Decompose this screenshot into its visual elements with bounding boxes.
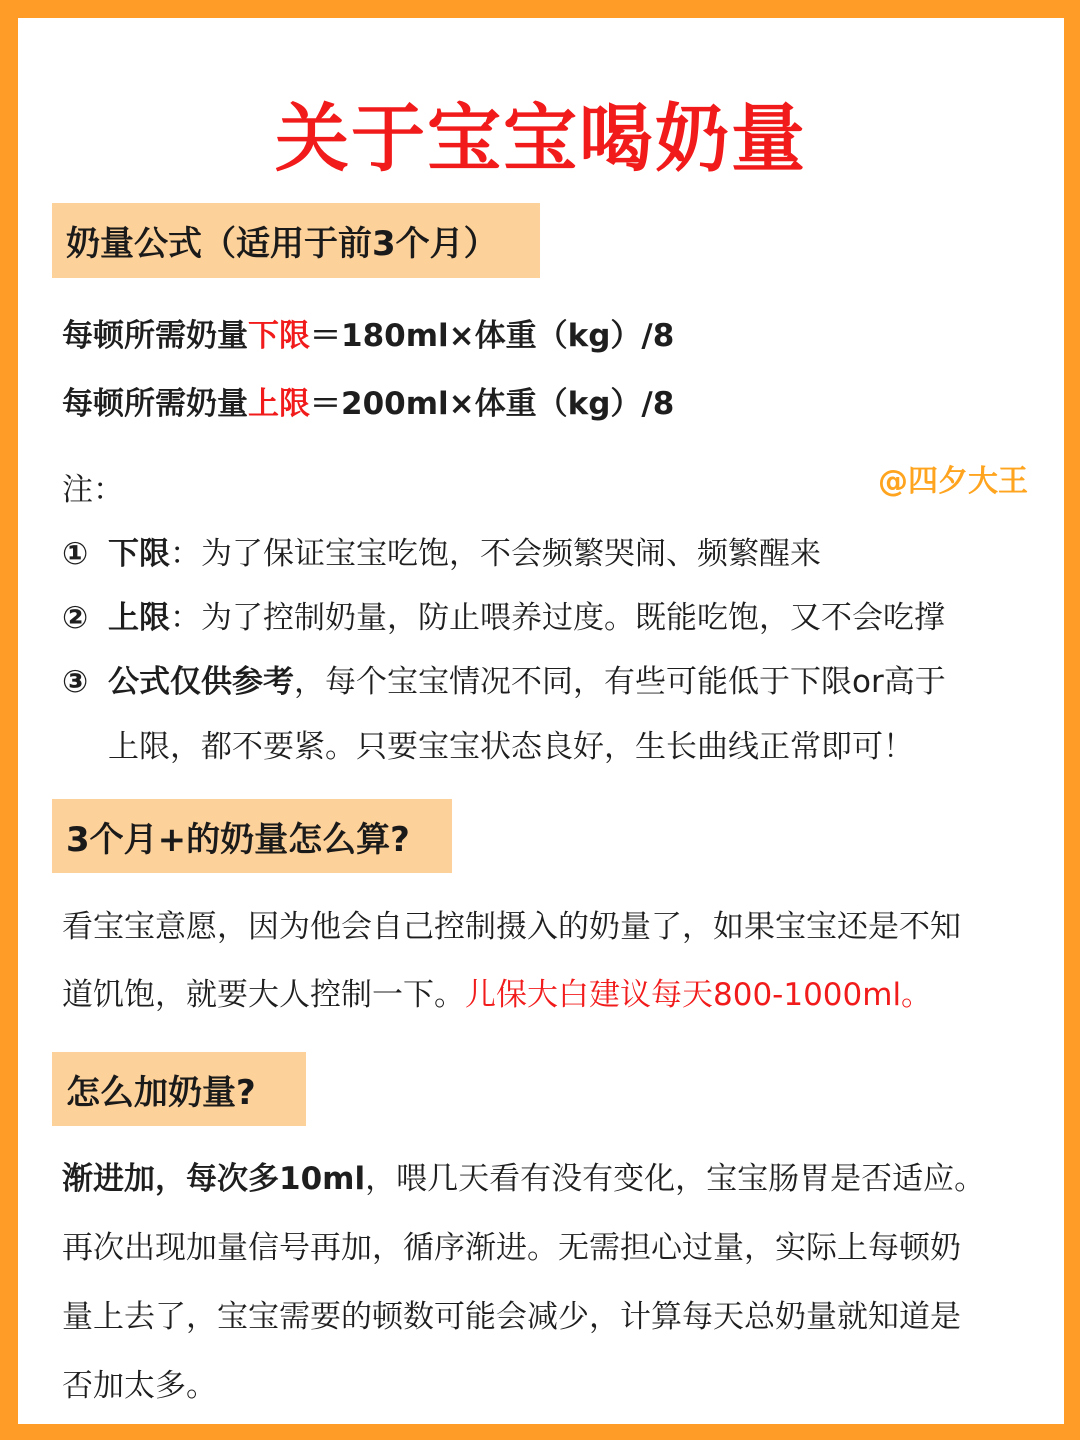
paragraph-line: 否加太多。 [62,1368,217,1404]
content-card [18,18,1064,1424]
paragraph-text: ，喂几天看有没有变化，宝宝肠胃是否适应。 [365,1161,986,1197]
paragraph-line [62,969,932,1014]
recommendation-highlight: 儿保大白建议每天800-1000ml。 [465,977,933,1013]
paragraph-bold: 渐进加，每次多10ml [62,1161,366,1197]
section-heading-3months [52,799,452,873]
formula-lower-prefix: 每顿所需奶量 [62,318,248,354]
paragraph-line: 再次出现加量信号再加，循序渐进。无需担心过量，实际上每顿奶 [62,1230,961,1266]
formula-upper-prefix: 每顿所需奶量 [62,386,248,422]
paragraph-line [62,1153,985,1198]
formula-lower-suffix: ＝180ml×体重（kg）/8 [310,318,675,354]
note-bold: 上限 [108,600,170,636]
formula-upper-limit [62,378,674,423]
section-heading-formula [52,203,540,278]
note-bold: 下限 [108,536,170,572]
note-marker: ③ [62,664,89,700]
note-text: ，每个宝宝情况不同，有些可能低于下限or高于 [294,664,946,700]
paragraph-text: 道饥饱，就要大人控制一下。 [62,977,465,1013]
formula-lower-highlight: 下限 [248,318,310,354]
note-text: ：为了保证宝宝吃饱，不会频繁哭闹、频繁醒来 [170,536,821,572]
section-heading-formula-text: 奶量公式（适用于前3个月） [66,224,498,264]
paragraph-line: 量上去了，宝宝需要的顿数可能会减少，计算每天总奶量就知道是 [62,1299,961,1335]
paragraph-line: 看宝宝意愿，因为他会自己控制摄入的奶量了，如果宝宝还是不知 [62,909,961,945]
note-item [62,528,821,573]
page-title: 关于宝宝喝奶量 [275,96,807,182]
note-item [62,656,946,701]
note-text: ：为了控制奶量，防止喂养过度。既能吃饱，又不会吃撑 [170,600,945,636]
section-heading-3months-text: 3个月+的奶量怎么算? [66,819,410,860]
section-heading-increase [52,1052,306,1126]
note-item [62,592,945,637]
formula-upper-suffix: ＝200ml×体重（kg）/8 [310,386,675,422]
formula-upper-highlight: 上限 [248,386,310,422]
formula-lower-limit [62,310,674,355]
note-label: 注： [62,472,124,508]
note-bold: 公式仅供参考 [108,664,294,700]
note-continuation: 上限，都不要紧。只要宝宝状态良好，生长曲线正常即可！ [108,729,914,765]
section-heading-increase-text: 怎么加奶量? [66,1072,256,1113]
author-watermark: @四夕大王 [878,464,1028,499]
note-marker: ① [62,536,89,572]
note-marker: ② [62,600,89,636]
